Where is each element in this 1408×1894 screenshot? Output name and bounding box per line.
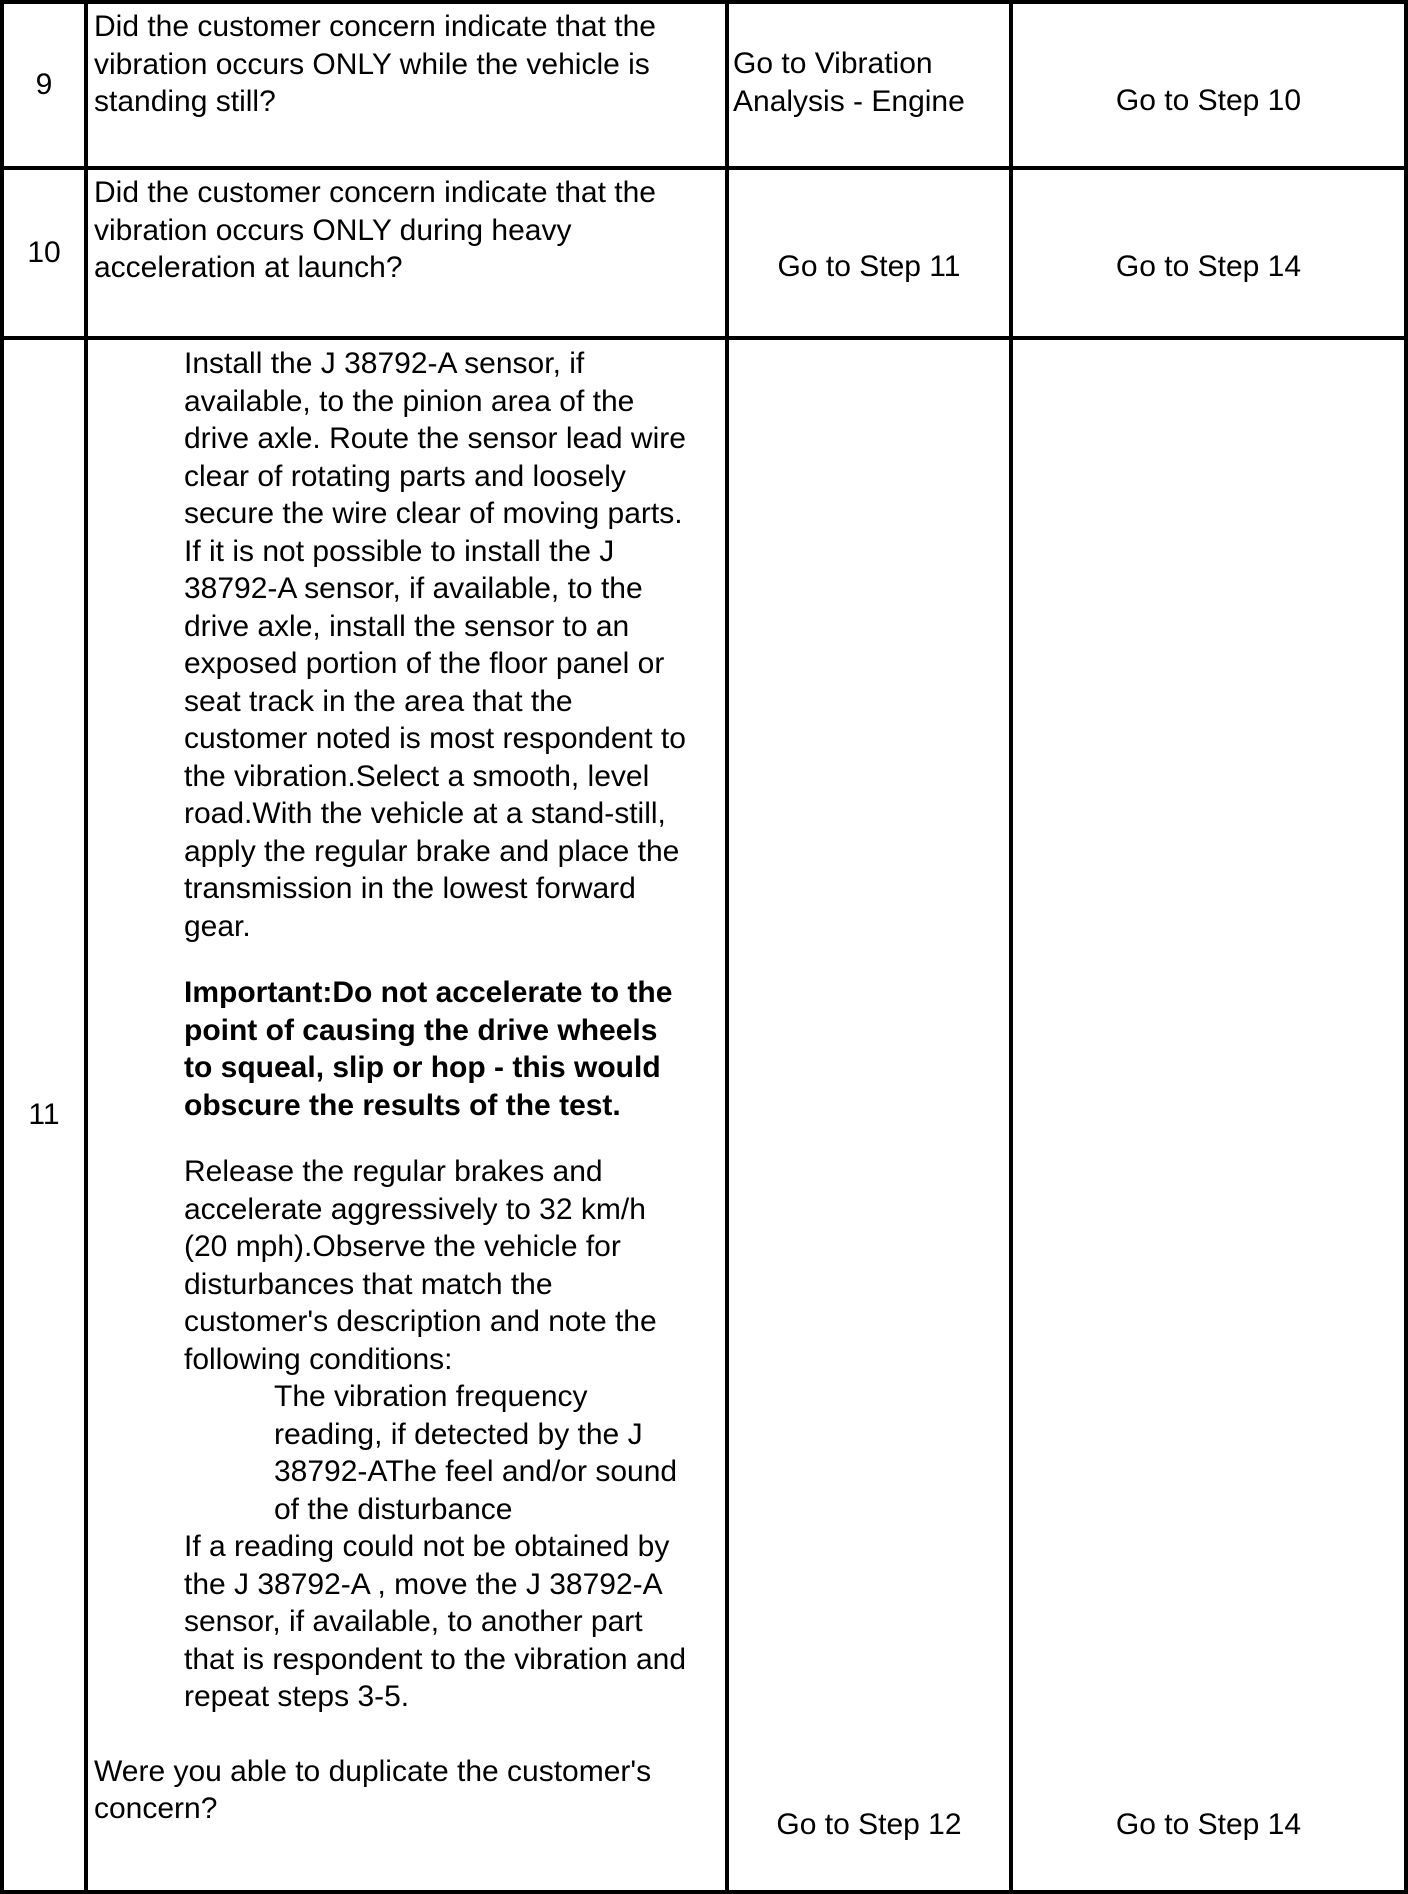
- question-cell: [84, 0, 729, 170]
- step-number-cell: [0, 166, 88, 340]
- yes-action-text: Go to Step 12: [776, 1808, 962, 1841]
- no-action-text: Go to Step 14: [1115, 1808, 1302, 1841]
- step-number-cell: [0, 0, 88, 170]
- yes-action-cell: [725, 166, 1013, 340]
- important-notice: Important:Do not accelerate to the point of causing the drive wheels to squeal, slip or hop - this would obscure the results of the test.: [184, 976, 673, 1122]
- question-text: Were you able to duplicate the customer's concern?: [94, 1754, 652, 1825]
- question-text: Did the customer concern indicate that the vibration occurs ONLY while the vehicle is standing still?: [94, 10, 656, 118]
- no-action-cell: [1009, 166, 1408, 340]
- procedure-instructions: Install the J 38792-A sensor, if available, to the pinion area of the drive axle. Route the sensor lead wire clear of rotating parts and loosely secure the wire clear of moving parts. If it is not possible to install the J 38792-A sensor, if available, to the drive axle, install the sensor to an exposed portion of the floor panel or seat track in the area that the customer noted is most respondent to the vibration.Select a smooth, level road.With the vehicle at a stand-still, apply the regular brake and place the transmission in the lowest forward gear.: [184, 347, 686, 943]
- yes-action-cell: [725, 0, 1013, 170]
- step-number: 10: [27, 236, 61, 270]
- release-instructions: Release the regular brakes and accelerate aggressively to 32 km/h (20 mph).Observe the vehicle for disturbances that match the customer's description and note the following conditions:: [184, 1155, 657, 1376]
- step-number: 9: [35, 68, 53, 102]
- no-action-text: Go to Step 14: [1115, 250, 1302, 283]
- yes-action-cell: [725, 336, 1013, 1894]
- no-action-text: Go to Step 10: [1115, 84, 1302, 117]
- no-action-cell: [1009, 0, 1408, 170]
- step-number: 11: [28, 1098, 60, 1132]
- no-action-cell: [1009, 336, 1408, 1894]
- question-text: Did the customer concern indicate that the vibration occurs ONLY during heavy acceleration at launch?: [94, 176, 656, 284]
- yes-action-text: Go to Step 11: [777, 250, 961, 283]
- yes-action-text: Go to Vibration Analysis - Engine: [733, 47, 965, 118]
- conditions-list: The vibration frequency reading, if detected by the J 38792-AThe feel and/or sound of the disturbance: [274, 1380, 678, 1526]
- step-number-cell: [0, 336, 88, 1894]
- question-cell: [84, 166, 729, 340]
- procedure-cell: [84, 336, 729, 1894]
- reading-note: If a reading could not be obtained by the J 38792-A , move the J 38792-A sensor, if available, to another part that is respondent to the vibration and repeat steps 3-5.: [184, 1530, 687, 1713]
